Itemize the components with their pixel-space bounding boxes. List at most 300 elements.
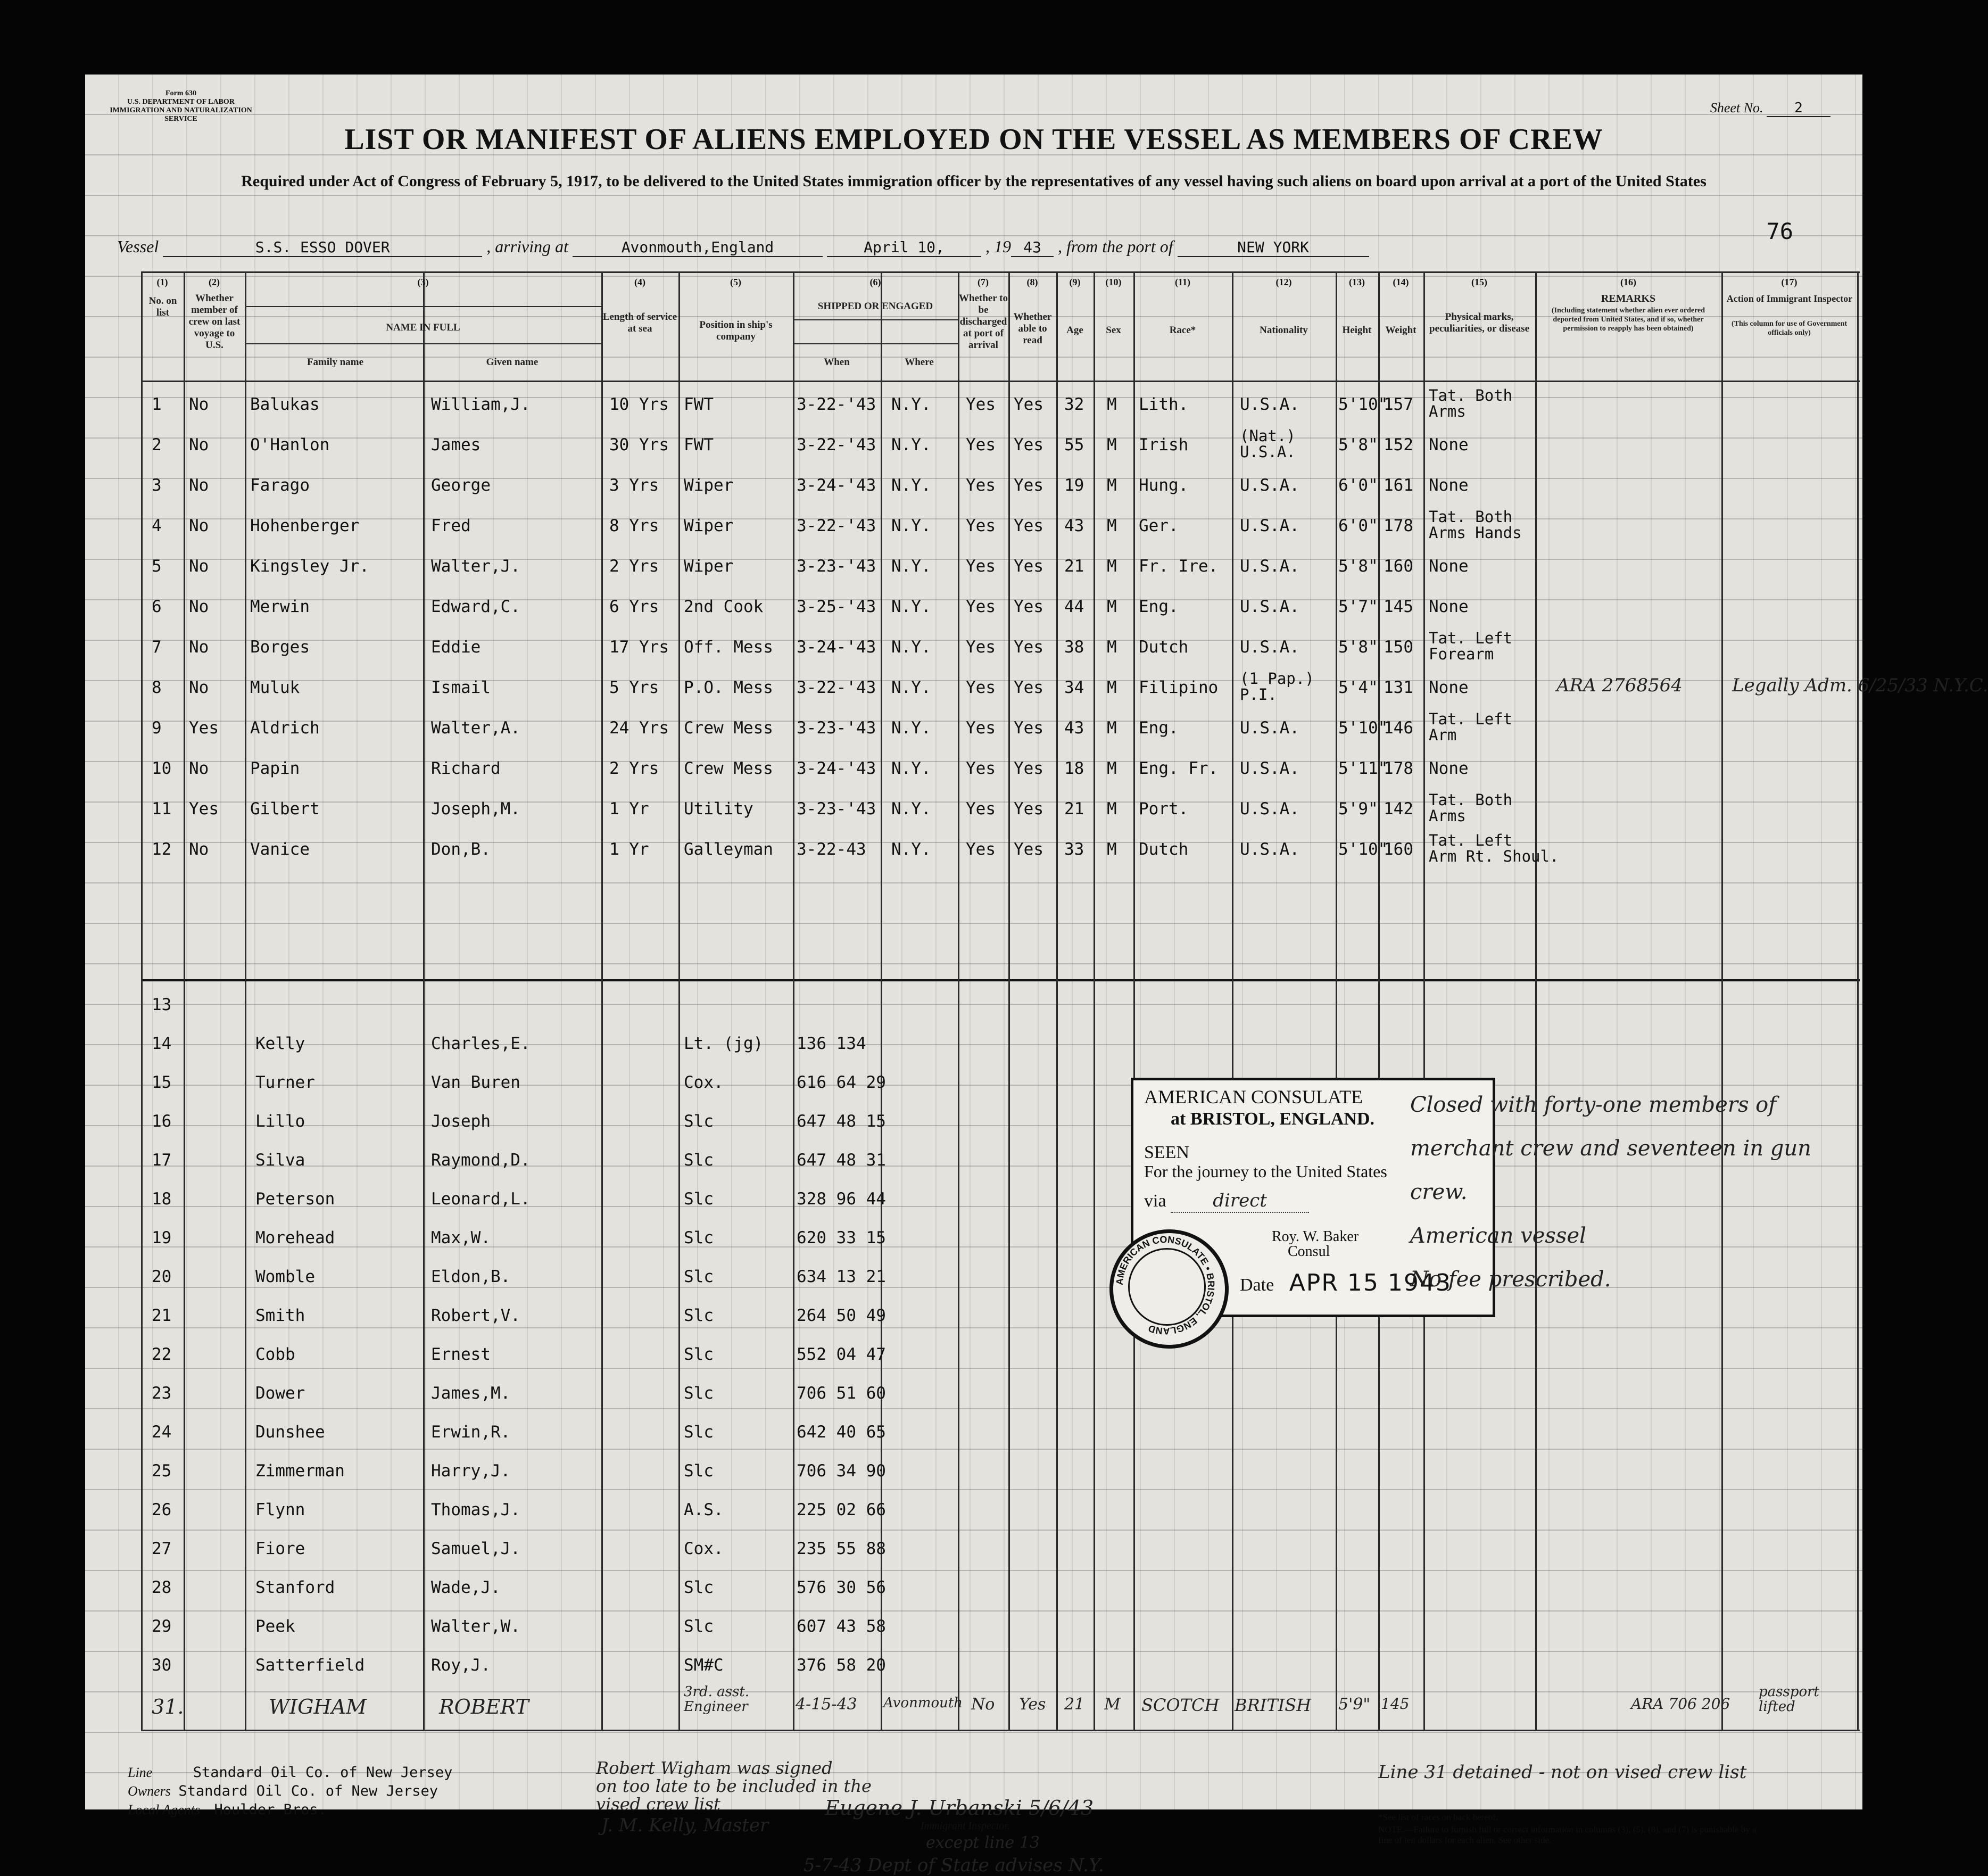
cell-position: SM#C — [684, 1656, 724, 1675]
penalty-note: NOTE.—Failure to furnish full or correct information in columns (3), (5), (8), and (7) is punishable by a fine of ten dollars for each alien. See other side. — [1378, 1824, 1757, 1845]
cell-given: ROBERT — [439, 1695, 529, 1718]
cell-read: Yes — [1014, 557, 1043, 576]
consul-title: Consul — [1288, 1243, 1330, 1260]
consul-name: Roy. W. Baker — [1272, 1228, 1359, 1245]
cell-weight: 161 — [1384, 476, 1413, 495]
cell-family: Flynn — [255, 1500, 305, 1519]
cell-no: 17 — [152, 1151, 172, 1170]
cell-service-number: 607 43 58 — [797, 1617, 886, 1636]
cell-family: Merwin — [250, 597, 310, 616]
header-action: Action of Immigrant Inspector — [1726, 293, 1853, 304]
cell-race: Port. — [1139, 799, 1189, 819]
cell-given: Eddie — [431, 638, 481, 657]
cell-weight: 160 — [1384, 557, 1413, 576]
header-length-service: Length of service at sea — [602, 311, 677, 334]
cell-nationality: U.S.A. — [1240, 516, 1299, 535]
cell-no: 23 — [152, 1384, 172, 1403]
cell-no: 24 — [152, 1423, 172, 1442]
cell-service-number: 576 30 56 — [797, 1578, 886, 1597]
closing-note-line: American vessel — [1410, 1224, 1586, 1248]
column-number: (12) — [1275, 277, 1292, 287]
cell-service-number: 706 51 60 — [797, 1384, 886, 1403]
cell-read: Yes — [1014, 516, 1043, 535]
cell-no: 3 — [152, 476, 162, 495]
header-sex: Sex — [1106, 325, 1121, 336]
consulate-via-label: via — [1144, 1191, 1166, 1211]
cell-nationality: (Nat.) U.S.A. — [1240, 427, 1296, 461]
cell-read: Yes — [1014, 718, 1043, 738]
cell-no: 22 — [152, 1345, 172, 1364]
vessel-name: S.S. ESSO DOVER — [163, 238, 482, 257]
table-row-31 — [141, 1684, 1860, 1725]
cell-service: 8 Yrs — [609, 516, 659, 535]
cell-no: 29 — [152, 1617, 172, 1636]
column-number: (10) — [1105, 277, 1122, 287]
cell-no: 26 — [152, 1500, 172, 1519]
cell-height: 5'9" — [1338, 1695, 1371, 1714]
cell-given: George — [431, 476, 491, 495]
cell-position: Slc — [684, 1345, 714, 1364]
cell-race: Filipino — [1139, 678, 1219, 697]
header-position: Position in ship's company — [699, 319, 773, 342]
cell-race: Lith. — [1139, 395, 1189, 414]
cell-given: Samuel,J. — [431, 1539, 520, 1558]
table-row — [141, 425, 1860, 465]
cell-when: 3-24-'43 — [797, 759, 876, 778]
cell-sex: M — [1107, 678, 1117, 697]
cell-race: Eng. Fr. — [1139, 759, 1219, 778]
header-when: When — [824, 357, 850, 368]
cell-read: Yes — [1014, 435, 1043, 454]
cell-remarks: ARA 2768564 — [1556, 675, 1683, 696]
cell-no: 31. — [152, 1695, 184, 1718]
cell-position: Slc — [684, 1306, 714, 1325]
cell-service-number: 235 55 88 — [797, 1539, 886, 1558]
cell-physical-marks: Tat. Both Arms — [1429, 386, 1513, 420]
cell-no: 8 — [152, 678, 162, 697]
header-height: Height — [1342, 325, 1372, 336]
cell-position: Off. Mess — [684, 638, 773, 657]
cell-weight: 142 — [1384, 799, 1413, 819]
consulate-date-label: Date — [1240, 1275, 1274, 1295]
consulate-line1: AMERICAN CONSULATE — [1144, 1086, 1363, 1108]
cell-when: 4-15-43 — [796, 1695, 857, 1714]
cell-crew-last-voyage: No — [189, 759, 209, 778]
cell-physical-marks: Tat. Both Arms Hands — [1429, 508, 1522, 542]
cell-physical-marks: None — [1429, 759, 1469, 778]
column-number: (3) — [417, 277, 429, 287]
header-family-name: Family name — [307, 357, 364, 368]
cell-height: 5'7" — [1338, 597, 1378, 616]
cell-given: Van Buren — [431, 1073, 520, 1092]
cell-when: 3-24-'43 — [797, 638, 876, 657]
arrival-year: 43 — [1011, 238, 1054, 257]
cell-nationality: U.S.A. — [1240, 799, 1299, 819]
cell-given: Don,B. — [431, 840, 491, 859]
cell-where: N.Y. — [891, 395, 931, 414]
cell-age: 55 — [1064, 435, 1084, 454]
cell-discharged: Yes — [966, 516, 996, 535]
cell-height: 5'9" — [1338, 799, 1378, 819]
cell-crew-last-voyage: No — [189, 678, 209, 697]
table-row — [141, 506, 1860, 546]
cell-read: Yes — [1014, 395, 1043, 414]
cell-height: 5'10" — [1338, 840, 1388, 859]
cell-given: Max,W. — [431, 1228, 491, 1247]
cell-crew-last-voyage: Yes — [189, 718, 219, 738]
service-label: IMMIGRATION AND NATURALIZATION SERVICE — [110, 106, 252, 123]
cell-no: 4 — [152, 516, 162, 535]
cell-family: Peterson — [255, 1189, 335, 1209]
cell-when: 3-22-'43 — [797, 516, 876, 535]
line31-note: Line 31 detained - not on vised crew list — [1378, 1762, 1747, 1783]
consulate-via: direct — [1171, 1189, 1309, 1213]
cell-given: William,J. — [431, 395, 531, 414]
cell-height: 6'0" — [1338, 476, 1378, 495]
cell-family: Silva — [255, 1151, 305, 1170]
cell-weight: 150 — [1384, 638, 1413, 657]
cell-service: 2 Yrs — [609, 759, 659, 778]
header-discharged: Whether to be discharged at port of arrival — [959, 293, 1008, 351]
table-row — [141, 384, 1860, 425]
cell-read: Yes — [1019, 1695, 1046, 1714]
cell-family: Kelly — [255, 1034, 305, 1053]
cell-age: 43 — [1064, 516, 1084, 535]
cell-given: Richard — [431, 759, 501, 778]
except-line-note: except line 13 — [926, 1833, 1040, 1852]
table-row — [141, 829, 1860, 870]
header-no-on-list: No. on list — [148, 295, 177, 318]
footer-agents — [128, 1801, 327, 1818]
cell-race: Ger. — [1139, 516, 1179, 535]
cell-position: Slc — [684, 1423, 714, 1442]
cell-height: 5'10" — [1338, 395, 1388, 414]
cell-discharged: Yes — [966, 395, 996, 414]
cell-physical-marks: None — [1429, 476, 1469, 495]
cell-age: 19 — [1064, 476, 1084, 495]
cell-position: Slc — [684, 1151, 714, 1170]
consulate-date: APR 15 1943 — [1289, 1269, 1452, 1296]
table-row — [141, 1567, 1860, 1608]
cell-sex: M — [1107, 395, 1117, 414]
cell-nationality: U.S.A. — [1240, 557, 1299, 576]
table-row — [141, 1334, 1860, 1375]
cell-age: 21 — [1064, 799, 1084, 819]
arriving-port: Avonmouth,England — [573, 238, 823, 257]
cell-where: N.Y. — [891, 718, 931, 738]
cell-family: Borges — [250, 638, 310, 657]
cell-position: FWT — [684, 395, 714, 414]
cell-age: 21 — [1064, 1695, 1085, 1714]
cell-where: N.Y. — [891, 638, 931, 657]
page-corner-number: 76 — [1766, 218, 1793, 244]
cell-given: Walter,W. — [431, 1617, 520, 1636]
cell-no: 25 — [152, 1461, 172, 1481]
document-subtitle: Required under Act of Congress of February 5, 1917, to be delivered to the United States immigration officer by the representatives of any vessel having such aliens on board upon arrival at a port of the United States — [241, 172, 1707, 190]
cell-family: Gilbert — [250, 799, 320, 819]
cell-read: Yes — [1014, 597, 1043, 616]
master-signature: J. M. Kelly, Master — [601, 1815, 769, 1836]
cell-sex: M — [1107, 638, 1117, 657]
cell-discharged: Yes — [966, 638, 996, 657]
cell-service-number: 552 04 47 — [797, 1345, 886, 1364]
cell-sex: M — [1107, 759, 1117, 778]
cell-crew-last-voyage: No — [189, 516, 209, 535]
inspector-label: Immigrant Inspector. — [921, 1820, 1010, 1832]
cell-given: Joseph — [431, 1112, 491, 1131]
consulate-seal — [1109, 1229, 1229, 1349]
table-row — [141, 586, 1860, 627]
header-physical: Physical marks, peculiarities, or disease — [1429, 311, 1530, 334]
cell-physical-marks: Tat. Both Arms — [1429, 791, 1513, 825]
cell-crew-last-voyage: No — [189, 557, 209, 576]
column-number: (16) — [1620, 277, 1636, 287]
cell-race: SCOTCH — [1141, 1695, 1220, 1715]
cell-position: Utility — [684, 799, 753, 819]
cell-remarks: ARA 706 206 — [1631, 1695, 1730, 1713]
cell-position: Slc — [684, 1228, 714, 1247]
cell-position: Cox. — [684, 1073, 724, 1092]
cell-family: Satterfield — [255, 1656, 365, 1675]
column-number: (11) — [1175, 277, 1190, 287]
cell-position: Slc — [684, 1189, 714, 1209]
table-row — [141, 1528, 1860, 1569]
cell-family: Aldrich — [250, 718, 320, 738]
cell-read: Yes — [1014, 799, 1043, 819]
cell-read: Yes — [1014, 759, 1043, 778]
cell-nationality: U.S.A. — [1240, 840, 1299, 859]
table-row — [141, 985, 1860, 1025]
cell-given: James — [431, 435, 481, 454]
cell-nationality: BRITISH — [1235, 1695, 1312, 1715]
cell-physical-marks: None — [1429, 557, 1469, 576]
cell-sex: M — [1107, 557, 1117, 576]
cell-race: Dutch — [1139, 840, 1189, 859]
cell-read: Yes — [1014, 638, 1043, 657]
cell-discharged: Yes — [966, 476, 996, 495]
cell-service: 1 Yr — [609, 840, 649, 859]
cell-family: Stanford — [255, 1578, 335, 1597]
cell-given: Walter,J. — [431, 557, 520, 576]
cell-when: 3-22-'43 — [797, 395, 876, 414]
cell-given: Roy,J. — [431, 1656, 491, 1675]
cell-no: 10 — [152, 759, 172, 778]
cell-when: 3-22-43 — [797, 840, 866, 859]
cell-height: 5'8" — [1338, 638, 1378, 657]
cell-height: 5'10" — [1338, 718, 1388, 738]
cell-given: Joseph,M. — [431, 799, 520, 819]
cell-height: 6'0" — [1338, 516, 1378, 535]
cell-service: 2 Yrs — [609, 557, 659, 576]
consulate-seen: SEEN — [1144, 1143, 1189, 1162]
cell-given: Charles,E. — [431, 1034, 531, 1053]
table-row — [141, 627, 1860, 667]
cell-race: Fr. Ire. — [1139, 557, 1219, 576]
cell-sex: M — [1107, 597, 1117, 616]
cell-height: 5'8" — [1338, 557, 1378, 576]
cell-position: Lt. (jg) — [684, 1034, 764, 1053]
cell-no: 12 — [152, 840, 172, 859]
cell-nationality: U.S.A. — [1240, 718, 1299, 738]
cell-service: 5 Yrs — [609, 678, 659, 697]
consulate-journey: For the journey to the United States — [1144, 1162, 1387, 1181]
cell-family: WIGHAM — [269, 1695, 367, 1718]
cell-position: Wiper — [684, 476, 734, 495]
cell-service: 10 Yrs — [609, 395, 669, 414]
cell-no: 30 — [152, 1656, 172, 1675]
cell-physical-marks: None — [1429, 435, 1469, 454]
line-value: Standard Oil Co. of New Jersey — [193, 1764, 453, 1781]
cell-sex: M — [1107, 718, 1117, 738]
cell-crew-last-voyage: No — [189, 597, 209, 616]
column-number: (14) — [1393, 277, 1409, 287]
cell-when: 3-22-'43 — [797, 435, 876, 454]
cell-where: N.Y. — [891, 799, 931, 819]
cell-age: 44 — [1064, 597, 1084, 616]
cell-race: Irish — [1139, 435, 1189, 454]
table-row — [141, 789, 1860, 829]
cell-position: Slc — [684, 1267, 714, 1286]
wigham-note-line: Robert Wigham was signed — [596, 1758, 833, 1778]
cell-service-number: 642 40 65 — [797, 1423, 886, 1442]
cell-position: Cox. — [684, 1539, 724, 1558]
wigham-note-line: vised crew list — [596, 1794, 720, 1814]
cell-age: 34 — [1064, 678, 1084, 697]
cell-position: 3rd. asst. Engineer — [684, 1684, 750, 1715]
cell-weight: 178 — [1384, 759, 1413, 778]
table-row — [141, 708, 1860, 748]
cell-sex: M — [1107, 799, 1117, 819]
cell-family: Morehead — [255, 1228, 335, 1247]
consulate-signatory — [1272, 1229, 1359, 1259]
header-given-name: Given name — [486, 357, 539, 368]
cell-read: Yes — [1014, 476, 1043, 495]
cell-sex: M — [1107, 476, 1117, 495]
cell-position: Slc — [684, 1578, 714, 1597]
cell-family: Dunshee — [255, 1423, 325, 1442]
column-number: (1) — [156, 277, 168, 287]
cell-discharged: Yes — [966, 678, 996, 697]
cell-discharged: Yes — [966, 718, 996, 738]
arriving-label: , arriving at — [486, 237, 568, 256]
wigham-note-line: on too late to be included in the — [596, 1776, 872, 1796]
cell-where: N.Y. — [891, 516, 931, 535]
cell-height: 5'8" — [1338, 435, 1378, 454]
from-port: NEW YORK — [1178, 238, 1369, 257]
cell-when: 3-22-'43 — [797, 678, 876, 697]
cell-position: Wiper — [684, 557, 734, 576]
cell-service-number: 647 48 15 — [797, 1112, 886, 1131]
cell-age: 38 — [1064, 638, 1084, 657]
cell-family: Papin — [250, 759, 300, 778]
column-number: (2) — [209, 277, 220, 287]
cell-service-number: 706 34 90 — [797, 1461, 886, 1481]
arrival-date: April 10, — [827, 238, 981, 257]
cell-service-number: 647 48 31 — [797, 1151, 886, 1170]
cell-crew-last-voyage: No — [189, 638, 209, 657]
manifest-sheet — [85, 75, 1988, 1876]
header-race: Race* — [1169, 325, 1196, 336]
crew-table — [141, 271, 1988, 1756]
cell-family: Fiore — [255, 1539, 305, 1558]
cell-given: Wade,J. — [431, 1578, 501, 1597]
cell-read: Yes — [1014, 678, 1043, 697]
agents-value: Houlder Bros. — [214, 1801, 327, 1818]
cell-service: 30 Yrs — [609, 435, 669, 454]
cell-height: 5'4" — [1338, 678, 1378, 697]
cell-position: P.O. Mess — [684, 678, 773, 697]
cell-position: Wiper — [684, 516, 734, 535]
cell-discharged: Yes — [966, 557, 996, 576]
cell-no: 27 — [152, 1539, 172, 1558]
seal-top-text: AMERICAN CONSULATE • BRISTOL, ENGLAND — [1114, 1234, 1217, 1337]
cell-when: 3-23-'43 — [797, 718, 876, 738]
cell-race: Eng. — [1139, 718, 1179, 738]
column-number: (7) — [978, 277, 989, 287]
cell-service-number: 616 64 29 — [797, 1073, 886, 1092]
cell-discharged: No — [971, 1695, 995, 1714]
vessel-line — [117, 237, 1820, 257]
cell-service-number: 328 96 44 — [797, 1189, 886, 1209]
cell-position: Slc — [684, 1384, 714, 1403]
cell-service-number: 225 02 66 — [797, 1500, 886, 1519]
cell-given: Ernest — [431, 1345, 491, 1364]
cell-discharged: Yes — [966, 597, 996, 616]
cell-weight: 152 — [1384, 435, 1413, 454]
cell-no: 11 — [152, 799, 172, 819]
svg-text:AMERICAN CONSULATE • BRISTOL, — [1114, 1234, 1216, 1336]
cell-physical-marks: None — [1429, 597, 1469, 616]
inspector-signature: Eugene J. Urbanski 5/6/43 — [825, 1796, 1094, 1820]
cell-no: 28 — [152, 1578, 172, 1597]
header-whether-crew: Whether member of crew on last voyage to U.S. — [188, 293, 241, 351]
owners-label: Owners — [128, 1783, 171, 1799]
column-number: (13) — [1349, 277, 1365, 287]
table-row — [141, 748, 1860, 789]
document-title: LIST OR MANIFEST OF ALIENS EMPLOYED ON THE VESSEL AS MEMBERS OF CREW — [344, 123, 1603, 156]
cell-given: Fred — [431, 516, 471, 535]
closing-note-line: No fee prescribed. — [1410, 1267, 1611, 1292]
cell-position: A.S. — [684, 1500, 724, 1519]
cell-where: N.Y. — [891, 557, 931, 576]
table-row — [141, 546, 1860, 586]
cell-no: 16 — [152, 1112, 172, 1131]
agents-label: Local Agents — [128, 1802, 201, 1817]
column-number: (4) — [634, 277, 645, 287]
cell-given: James,M. — [431, 1384, 511, 1403]
cell-weight: 146 — [1384, 718, 1413, 738]
cell-given: Raymond,D. — [431, 1151, 531, 1170]
cell-discharged: Yes — [966, 799, 996, 819]
cell-no: 20 — [152, 1267, 172, 1286]
footer-owners — [128, 1783, 438, 1799]
cell-weight: 131 — [1384, 678, 1413, 697]
header-remarks-sub: (Including statement whether alien ever ordered deported from United States, and if so, whether permission to reapply has been obtained) — [1551, 307, 1705, 333]
table-row — [141, 1645, 1860, 1685]
cell-service: 1 Yr — [609, 799, 649, 819]
cell-no: 21 — [152, 1306, 172, 1325]
cell-sex: M — [1104, 1695, 1121, 1714]
cell-crew-last-voyage: No — [189, 395, 209, 414]
cell-physical-marks: Tat. Left Arm Rt. Shoul. — [1429, 831, 1559, 865]
cell-nationality: U.S.A. — [1240, 638, 1299, 657]
table-row — [141, 1295, 1860, 1336]
cell-discharged: Yes — [966, 759, 996, 778]
cell-action: passport lifted — [1759, 1684, 1820, 1715]
cell-given: Walter,A. — [431, 718, 520, 738]
cell-weight: 160 — [1384, 840, 1413, 859]
cell-family: Zimmerman — [255, 1461, 345, 1481]
